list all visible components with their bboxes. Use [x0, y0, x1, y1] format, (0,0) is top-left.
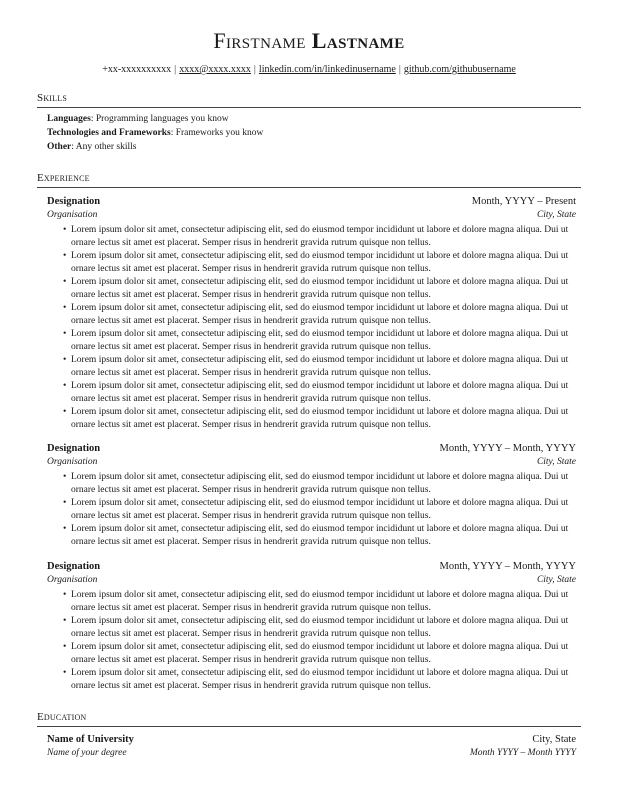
entry-header [47, 195, 576, 209]
section-title-education: Education [37, 711, 581, 727]
skill-row [47, 140, 263, 154]
entry-subheader [47, 209, 576, 222]
date-range: Month, YYYY – Month, YYYY [439, 443, 576, 454]
skills-list [47, 112, 263, 154]
bullet-item: • Lorem ipsum dolor sit amet, consectetur adipiscing elit, sed do eiusmod tempor incididunt ut labore et dolore magna aliqua. Dui ut ornare lectus sit amet est placerat. Semper risus in hendrerit gravida rutrum quisque non tellus. [71, 328, 576, 354]
bullet-item: • Lorem ipsum dolor sit amet, consectetur adipiscing elit, sed do eiusmod tempor incididunt ut labore et dolore magna aliqua. Dui ut ornare lectus sit amet est placerat. Semper risus in hendrerit gravida rutrum quisque non tellus. [71, 641, 576, 667]
location: City, State [536, 457, 576, 467]
bullet-item: • Lorem ipsum dolor sit amet, consectetur adipiscing elit, sed do eiusmod tempor incididunt ut labore et dolore magna aliqua. Dui ut ornare lectus sit amet est placerat. Semper risus in hendrerit gravida rutrum quisque non tellus. [71, 276, 576, 302]
bullet-item: • Lorem ipsum dolor sit amet, consectetur adipiscing elit, sed do eiusmod tempor incididunt ut labore et dolore magna aliqua. Dui ut ornare lectus sit amet est placerat. Semper risus in hendrerit gravida rutrum quisque non tellus. [71, 615, 576, 641]
experience-entry [47, 195, 576, 432]
location: City, State [532, 734, 576, 745]
skill-label: Other [47, 142, 72, 152]
experience-entry [47, 560, 576, 693]
date-range: Month, YYYY – Present [471, 196, 576, 207]
entry-subheader [47, 747, 576, 760]
bullet-list [47, 589, 576, 693]
organisation: Organisation [47, 210, 98, 220]
bullet-item: • Lorem ipsum dolor sit amet, consectetur adipiscing elit, sed do eiusmod tempor incididunt ut labore et dolore magna aliqua. Dui ut ornare lectus sit amet est placerat. Semper risus in hendrerit gravida rutrum quisque non tellus. [71, 497, 576, 523]
bullet-item: • Lorem ipsum dolor sit amet, consectetur adipiscing elit, sed do eiusmod tempor incididunt ut labore et dolore magna aliqua. Dui ut ornare lectus sit amet est placerat. Semper risus in hendrerit gravida rutrum quisque non tellus. [71, 523, 576, 549]
bullet-item: • Lorem ipsum dolor sit amet, consectetur adipiscing elit, sed do eiusmod tempor incididunt ut labore et dolore magna aliqua. Dui ut ornare lectus sit amet est placerat. Semper risus in hendrerit gravida rutrum quisque non tellus. [71, 250, 576, 276]
bullet-item: • Lorem ipsum dolor sit amet, consectetur adipiscing elit, sed do eiusmod tempor incididunt ut labore et dolore magna aliqua. Dui ut ornare lectus sit amet est placerat. Semper risus in hendrerit gravida rutrum quisque non tellus. [71, 380, 576, 406]
bullet-list [47, 471, 576, 549]
skill-value: : Frameworks you know [170, 128, 264, 138]
entry-header [47, 733, 576, 747]
location: City, State [536, 210, 576, 220]
separator: | [174, 64, 177, 75]
date-range: Month YYYY – Month YYYY [469, 748, 576, 758]
experience-entry [47, 442, 576, 549]
skill-value: : Programming languages you know [90, 114, 229, 124]
designation: Designation [47, 443, 101, 454]
email-link[interactable]: xxxx@xxxx.xxxx [179, 64, 251, 75]
organisation: Organisation [47, 575, 98, 585]
bullet-item: • Lorem ipsum dolor sit amet, consectetur adipiscing elit, sed do eiusmod tempor incididunt ut labore et dolore magna aliqua. Dui ut ornare lectus sit amet est placerat. Semper risus in hendrerit gravida rutrum quisque non tellus. [71, 471, 576, 497]
bullet-item: • Lorem ipsum dolor sit amet, consectetur adipiscing elit, sed do eiusmod tempor incididunt ut labore et dolore magna aliqua. Dui ut ornare lectus sit amet est placerat. Semper risus in hendrerit gravida rutrum quisque non tellus. [71, 667, 576, 693]
separator: | [253, 64, 256, 75]
bullet-item: • Lorem ipsum dolor sit amet, consectetur adipiscing elit, sed do eiusmod tempor incididunt ut labore et dolore magna aliqua. Dui ut ornare lectus sit amet est placerat. Semper risus in hendrerit gravida rutrum quisque non tellus. [71, 589, 576, 615]
github-link[interactable]: github.com/githubusername [403, 64, 516, 75]
skill-value: : Any other skills [71, 142, 137, 152]
organisation: Organisation [47, 457, 98, 467]
linkedin-link[interactable]: linkedin.com/in/linkedinusername [258, 64, 396, 75]
first-name: Firstname [213, 28, 306, 53]
degree-name: Name of your degree [47, 748, 127, 758]
phone-number: +xx-xxxxxxxxxx [102, 64, 172, 75]
contact-line [0, 64, 618, 76]
skill-label: Languages [47, 114, 91, 124]
bullet-list [47, 224, 576, 432]
entry-subheader [47, 456, 576, 469]
entry-subheader [47, 574, 576, 587]
skill-label: Technologies and Frameworks [47, 128, 171, 138]
section-title-experience: Experience [37, 172, 581, 188]
last-name: Lastname [311, 28, 405, 53]
separator: | [398, 64, 401, 75]
entry-header [47, 560, 576, 574]
designation: Designation [47, 196, 101, 207]
bullet-item: • Lorem ipsum dolor sit amet, consectetur adipiscing elit, sed do eiusmod tempor incididunt ut labore et dolore magna aliqua. Dui ut ornare lectus sit amet est placerat. Semper risus in hendrerit gravida rutrum quisque non tellus. [71, 302, 576, 328]
candidate-name [0, 30, 618, 52]
section-title-skills: Skills [37, 92, 581, 108]
university-name: Name of University [47, 734, 134, 745]
education-entry [47, 733, 576, 760]
entry-header [47, 442, 576, 456]
date-range: Month, YYYY – Month, YYYY [439, 561, 576, 572]
skill-row [47, 126, 263, 140]
location: City, State [536, 575, 576, 585]
bullet-item: • Lorem ipsum dolor sit amet, consectetur adipiscing elit, sed do eiusmod tempor incididunt ut labore et dolore magna aliqua. Dui ut ornare lectus sit amet est placerat. Semper risus in hendrerit gravida rutrum quisque non tellus. [71, 354, 576, 380]
bullet-item: • Lorem ipsum dolor sit amet, consectetur adipiscing elit, sed do eiusmod tempor incididunt ut labore et dolore magna aliqua. Dui ut ornare lectus sit amet est placerat. Semper risus in hendrerit gravida rutrum quisque non tellus. [71, 224, 576, 250]
skill-row [47, 112, 263, 126]
bullet-item: • Lorem ipsum dolor sit amet, consectetur adipiscing elit, sed do eiusmod tempor incididunt ut labore et dolore magna aliqua. Dui ut ornare lectus sit amet est placerat. Semper risus in hendrerit gravida rutrum quisque non tellus. [71, 406, 576, 432]
designation: Designation [47, 561, 101, 572]
